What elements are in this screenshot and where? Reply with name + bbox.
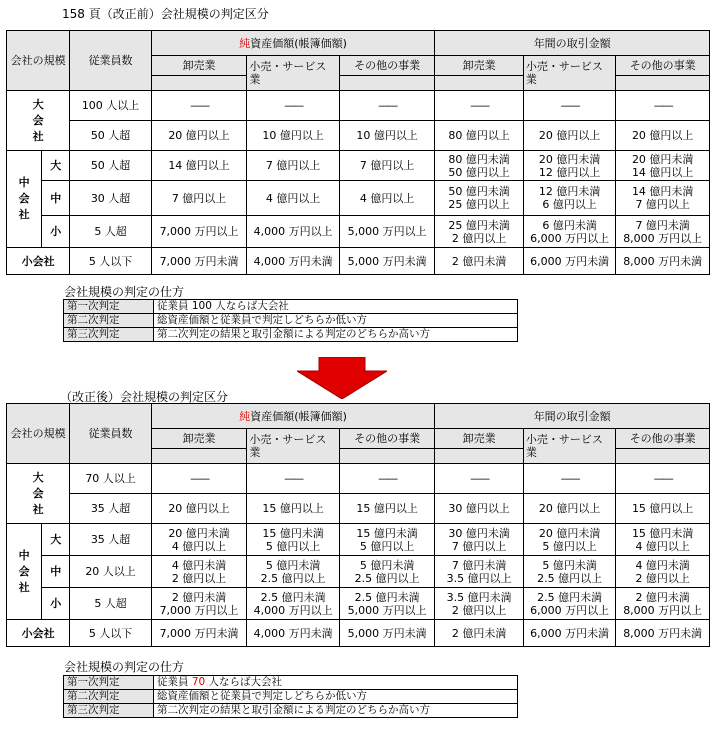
cell-value: 6,000 万円未満 [523,620,616,647]
cell-value: 7 億円以上 [151,181,247,216]
cell-emp: 50 人超 [70,121,151,151]
cell-dash: —— [435,464,524,494]
header-annual-sales: 年間の取引金額 [435,404,710,429]
before-title: 158 頁（改正前）会社規模の判定区分 [62,7,269,21]
cell-value: 4 億円以上 [247,181,340,216]
cell-emp: 35 人超 [70,524,151,556]
cell-value-2line: 15 億円未満 4 億円以上 [616,524,710,556]
header-net-assets-red: 純 [239,409,251,423]
cell-value: 20 億円以上 [523,121,616,151]
cell-value-2line: 6 億円未満 6,000 万円以上 [523,216,616,248]
cell-value-2line: 20 億円未満 14 億円以上 [616,151,710,181]
sub-label-small: 小 [42,588,70,620]
header-net-assets-rest: 資産価額(帳簿価額) [250,36,347,50]
cell-value: 2 億円未満 [435,620,524,647]
header-company-size: 会社の規模 [7,31,70,91]
cell-emp: 50 人超 [70,151,151,181]
sub-label-big: 大 [42,524,70,556]
sub-header: 小売・サービス業 [523,429,616,464]
cell-emp: 20 人以上 [70,556,151,588]
sub-label-mid: 中 [42,181,70,216]
sub-header: 卸売業 [151,429,247,449]
cell-value: 7,000 万円以上 [151,216,247,248]
cell-value: 14 億円以上 [151,151,247,181]
cell-value: 80 億円以上 [435,121,524,151]
cell-value: 8,000 万円未満 [616,248,710,275]
method-text: 総資産価額と従業員で判定しどちらか低い方 [154,690,518,704]
cell-value: 4,000 万円以上 [247,216,340,248]
before-size-table [6,30,710,275]
sub-header: 卸売業 [435,56,524,76]
cell-value-2line: 20 億円未満 5 億円以上 [523,524,616,556]
sub-label-big: 大 [42,151,70,181]
cell-value: 10 億円以上 [339,121,435,151]
sub-header: その他の事業 [339,429,435,449]
cell-value: 7 億円以上 [247,151,340,181]
cell-dash: —— [247,464,340,494]
cell-value-2line: 20 億円未満 12 億円以上 [523,151,616,181]
cell-value-2line: 7 億円未満 3.5 億円以上 [435,556,524,588]
row-label-small: 小会社 [7,620,70,647]
cell-value-2line: 4 億円未満 2 億円以上 [616,556,710,588]
header-net-assets [151,31,435,56]
cell-emp: 70 人以上 [70,464,151,494]
header-net-assets [151,404,435,429]
cell-value: 4,000 万円未満 [247,620,340,647]
after-method-title: 会社規模の判定の仕方 [64,660,185,674]
cell-value-2line: 2.5 億円未満 5,000 万円以上 [339,588,435,620]
cell-value-2line: 20 億円未満 4 億円以上 [151,524,247,556]
cell-dash: —— [523,91,616,121]
cell-value: 7,000 万円未満 [151,620,247,647]
cell-value-2line: 30 億円未満 7 億円以上 [435,524,524,556]
cell-dash: —— [151,464,247,494]
sub-header: 卸売業 [435,429,524,449]
cell-dash: —— [523,464,616,494]
cell-dash: —— [435,91,524,121]
cell-value: 7 億円以上 [339,151,435,181]
method-text: 総資産価額と従業員で判定しどちらか低い方 [154,314,518,328]
cell-value-2line: 2.5 億円未満 6,000 万円以上 [523,588,616,620]
cell-emp: 35 人超 [70,494,151,524]
sub-header: 小売・サービス業 [247,429,340,464]
cell-value: 10 億円以上 [247,121,340,151]
method-label: 第二次判定 [64,314,154,328]
cell-value-2line: 5 億円未満 2.5 億円以上 [247,556,340,588]
before-method-title: 会社規模の判定の仕方 [64,285,185,299]
cell-value: 20 億円以上 [151,494,247,524]
cell-value: 15 億円以上 [616,494,710,524]
header-employees: 従業員数 [70,404,151,464]
method-text: 従業員 100 人ならば大会社 [154,300,518,314]
cell-value-2line: 2 億円未満 8,000 万円以上 [616,588,710,620]
cell-emp: 30 人超 [70,181,151,216]
after-method-table [63,675,518,718]
sub-header: 卸売業 [151,56,247,76]
cell-value-2line: 2 億円未満 7,000 万円以上 [151,588,247,620]
cell-value-2line: 2.5 億円未満 4,000 万円以上 [247,588,340,620]
cell-value-2line: 5 億円未満 2.5 億円以上 [523,556,616,588]
method-text: 従業員 70 人ならば大会社 [154,676,518,690]
cell-value: 20 億円以上 [616,121,710,151]
cell-value: 2 億円未満 [435,248,524,275]
cell-value-2line: 80 億円未満 50 億円以上 [435,151,524,181]
cell-dash: —— [151,91,247,121]
cell-dash: —— [339,91,435,121]
cell-emp: 5 人超 [70,588,151,620]
cell-value-2line: 4 億円未満 2 億円以上 [151,556,247,588]
cell-dash: —— [616,464,710,494]
header-annual-sales: 年間の取引金額 [435,31,710,56]
cell-value: 4 億円以上 [339,181,435,216]
cell-value-2line: 14 億円未満 7 億円以上 [616,181,710,216]
sub-header: その他の事業 [339,56,435,76]
cell-emp: 5 人以下 [70,620,151,647]
sub-header: 小売・サービス業 [247,56,340,91]
cell-value-2line: 15 億円未満 5 億円以上 [339,524,435,556]
cell-value: 5,000 万円未満 [339,248,435,275]
header-net-assets-rest: 資産価額(帳簿価額) [250,409,347,423]
sub-header: 小売・サービス業 [523,56,616,91]
sub-label-mid: 中 [42,556,70,588]
cell-value: 5,000 万円未満 [339,620,435,647]
method-text: 第二次判定の結果と取引金額による判定のどちらか高い方 [154,704,518,718]
before-method-table [63,299,518,342]
cell-dash: —— [339,464,435,494]
cell-value: 8,000 万円未満 [616,620,710,647]
cell-value-2line: 7 億円未満 8,000 万円以上 [616,216,710,248]
method-label: 第三次判定 [64,704,154,718]
sub-header: その他の事業 [616,429,710,449]
header-employees: 従業員数 [70,31,151,91]
row-label-small: 小会社 [7,248,70,275]
cell-value-2line: 12 億円未満 6 億円以上 [523,181,616,216]
method-label: 第二次判定 [64,690,154,704]
cell-value: 15 億円以上 [339,494,435,524]
cell-emp: 100 人以上 [70,91,151,121]
cell-value: 30 億円以上 [435,494,524,524]
sub-label-small: 小 [42,216,70,248]
cell-value-2line: 3.5 億円未満 2 億円以上 [435,588,524,620]
after-title: （改正後）会社規模の判定区分 [60,390,229,404]
cell-dash: —— [247,91,340,121]
after-size-table [6,403,710,647]
cell-emp: 5 人超 [70,216,151,248]
cell-dash: —— [616,91,710,121]
method-label: 第一次判定 [64,676,154,690]
cell-value: 4,000 万円未満 [247,248,340,275]
cell-value-2line: 50 億円未満 25 億円以上 [435,181,524,216]
sub-header: その他の事業 [616,56,710,76]
cell-value: 20 億円以上 [523,494,616,524]
method-label: 第三次判定 [64,328,154,342]
row-label-large: 大会社 [7,464,70,524]
row-label-large: 大会社 [7,91,70,151]
cell-value-2line: 25 億円未満 2 億円以上 [435,216,524,248]
header-net-assets-red: 純 [239,36,251,50]
cell-value: 7,000 万円未満 [151,248,247,275]
row-label-medium: 中会社 [7,151,42,248]
cell-value-2line: 5 億円未満 2.5 億円以上 [339,556,435,588]
header-company-size: 会社の規模 [7,404,70,464]
cell-value: 6,000 万円未満 [523,248,616,275]
cell-emp: 5 人以下 [70,248,151,275]
down-arrow-icon [297,357,387,399]
cell-value: 15 億円以上 [247,494,340,524]
row-label-medium: 中会社 [7,524,42,620]
cell-value: 5,000 万円以上 [339,216,435,248]
method-text: 第二次判定の結果と取引金額による判定のどちらか高い方 [154,328,518,342]
cell-value-2line: 15 億円未満 5 億円以上 [247,524,340,556]
cell-value: 20 億円以上 [151,121,247,151]
method-label: 第一次判定 [64,300,154,314]
